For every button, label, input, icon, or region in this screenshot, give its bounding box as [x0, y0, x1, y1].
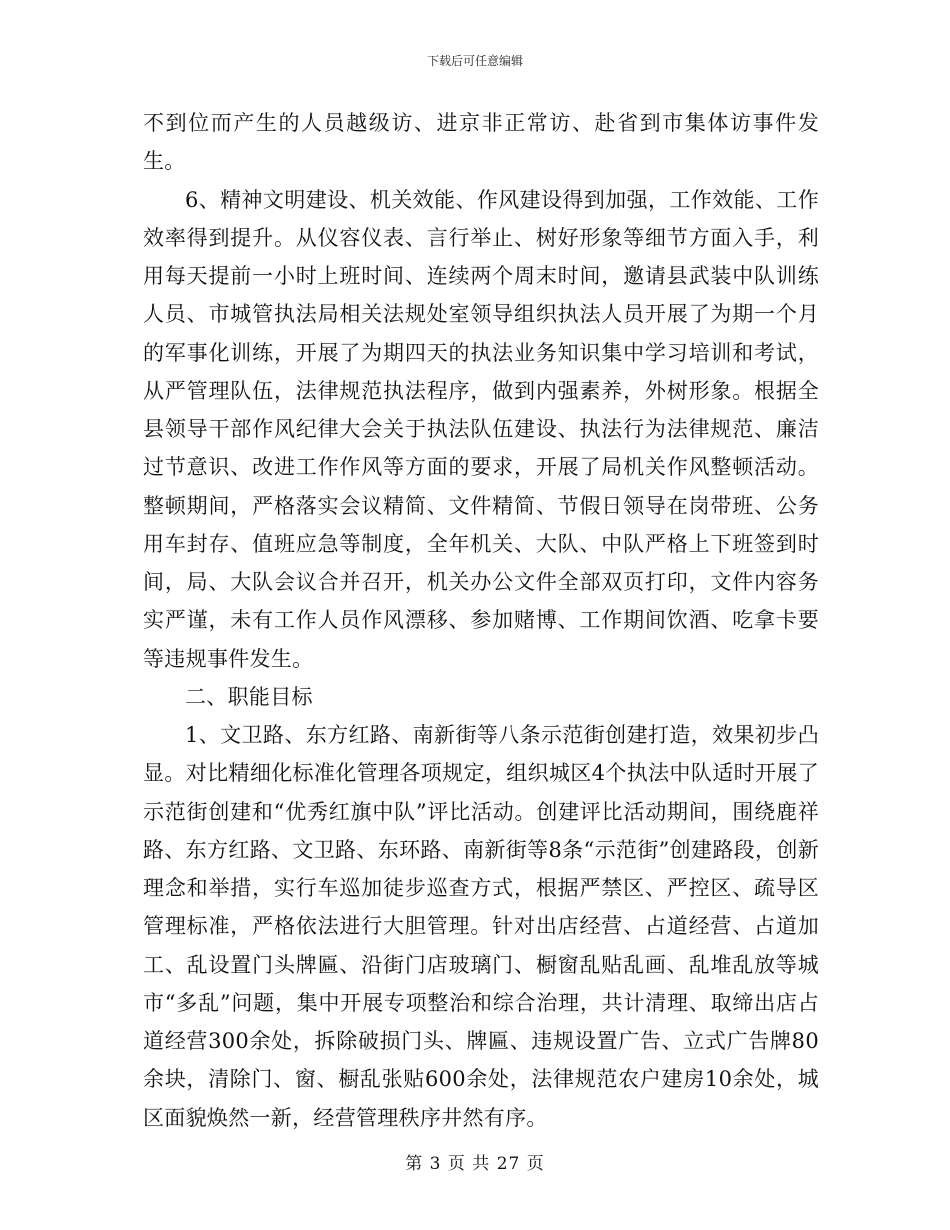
section-heading: 二、职能目标 — [185, 684, 313, 709]
paragraph-item-1: 1、文卫路、东方红路、南新街等八条示范街创建打造，效果初步凸显。对比精细化标准化管理各项规定，组织城区4个执法中队适时开展了示范街创建和“优秀红旗中队”评比活动。创建评比活动期间，围绕鹿祥路、东方红路、文卫路、东环路、南新街等8条“示范街”创建路段，创新理念和举措，实行车巡加徒步巡查方式，根据严禁区、严控区、疏导区管理标准，严格依法进行大胆管理。针对出店经营、占道经营、占道加工、乱设置门头牌匾、沿街门店玻璃门、橱窗乱贴乱画、乱堆乱放等城市“多乱”问题，集中开展专项整治和综合治理，共计清理、取缔出店占道经营300余处，拆除破损门头、牌匾、违规设置广告、立式广告牌80余块，清除门、窗、橱乱张贴600余处，法律规范农户建房10余处，城区面貌焕然一新，经营管理秩序井然有序。 — [143, 723, 819, 1130]
paragraph-continuation: 不到位而产生的人员越级访、进京非正常访、赴省到市集体访事件发生。 — [143, 111, 819, 174]
page-header: 下载后可任意编辑 — [426, 54, 523, 68]
page-number: 第 3 页 共 27 页 — [405, 1154, 545, 1174]
document-body — [143, 104, 819, 1137]
paragraph-item-6: 6、精神文明建设、机关效能、作风建设得到加强，工作效能、工作效率得到提升。从仪容仪表、言行举止、树好形象等细节方面入手，利用每天提前一小时上班时间、连续两个周末时间，邀请县武装中队训练人员、市城管执法局相关法规处室领导组织执法人员开展了为期一个月的军事化训练，开展了为期四天的执法业务知识集中学习培训和考试，从严管理队伍，法律规范执法程序，做到内强素养，外树形象。根据全县领导干部作风纪律大会关于执法队伍建设、执法行为法律规范、廉洁过节意识、改进工作作风等方面的要求，开展了局机关作风整顿活动。整顿期间，严格落实会议精简、文件精简、节假日领导在岗带班、公务用车封存、值班应急等制度，全年机关、大队、中队严格上下班签到时间，局、大队会议合并召开，机关办公文件全部双页打印，文件内容务实严谨，未有工作人员作风漂移、参加赌博、工作期间饮酒、吃拿卡要等违规事件发生。 — [143, 187, 819, 671]
